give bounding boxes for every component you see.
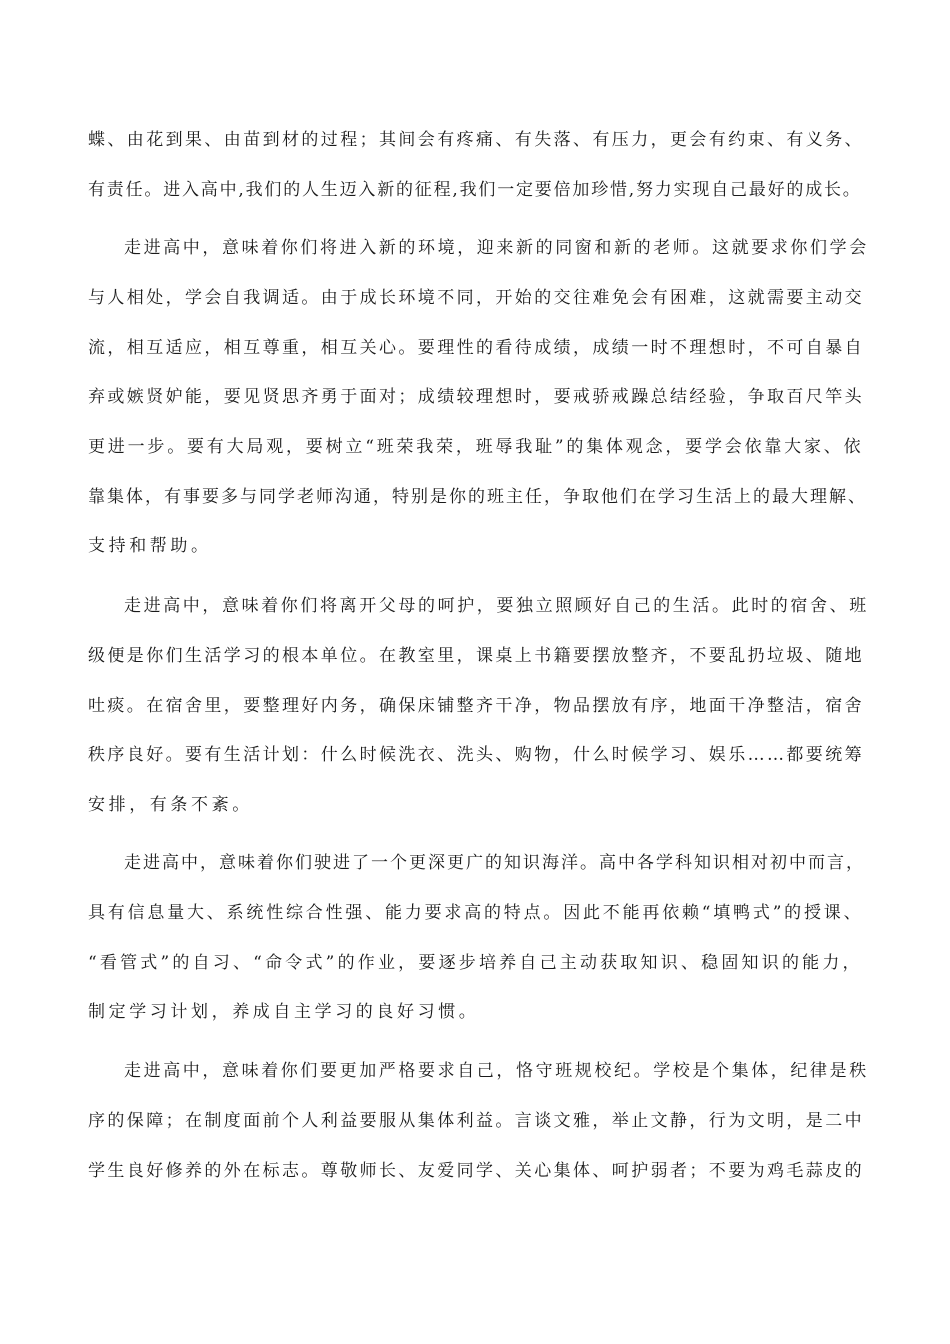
paragraph-line: 蝶、由花到果、由苗到材的过程；其间会有疼痛、有失落、有压力，更会有约束、有义务、 [88, 130, 864, 150]
paragraph-line: 弃或嫉贤妒能，要见贤思齐勇于面对；成绩较理想时，要戒骄戒躁总结经验，争取百尺竿头 [88, 387, 864, 407]
paragraph-line: 与人相处，学会自我调适。由于成长环境不同，开始的交往难免会有困难，这就需要主动交 [88, 288, 864, 308]
paragraph-line: 级便是你们生活学习的根本单位。在教室里，课桌上书籍要摆放整齐，不要乱扔垃圾、随地 [88, 646, 864, 666]
paragraph-line: 有责任。进入高中,我们的人生迈入新的征程,我们一定要倍加珍惜,努力实现自己最好的成长。 [88, 180, 862, 200]
paragraph-line: 走进高中，意味着你们将进入新的环境，迎来新的同窗和新的老师。这就要求你们学会 [124, 238, 869, 258]
paragraph-line: 走进高中，意味着你们要更加严格要求自己，恪守班规校纪。学校是个集体，纪律是秩 [124, 1061, 869, 1081]
paragraph-line: 支持和帮助。 [88, 536, 212, 556]
paragraph-line: 走进高中，意味着你们驶进了一个更深更广的知识海洋。高中各学科知识相对初中而言， [124, 853, 865, 873]
paragraph-line: “看管式”的自习、“命令式”的作业，要逐步培养自己主动获取知识、稳固知识的能力， [88, 953, 863, 973]
paragraph-line: 流，相互适应，相互尊重，相互关心。要理性的看待成绩，成绩一时不理想时，不可自暴自 [88, 338, 864, 358]
paragraph-line: 走进高中，意味着你们将离开父母的呵护，要独立照顾好自己的生活。此时的宿舍、班 [124, 596, 869, 616]
paragraph-line: 更进一步。要有大局观，要树立“班荣我荣，班辱我耻”的集体观念，要学会依靠大家、依 [88, 437, 864, 457]
paragraph-line: 制定学习计划，养成自主学习的良好习惯。 [88, 1002, 480, 1022]
paragraph-line: 学生良好修养的外在标志。尊敬师长、友爱同学、关心集体、呵护弱者；不要为鸡毛蒜皮的 [88, 1161, 864, 1181]
paragraph-line: 具有信息量大、系统性综合性强、能力要求高的特点。因此不能再依赖“填鸭式”的授课、 [88, 903, 864, 923]
paragraph-line: 安排，有条不紊。 [88, 795, 253, 815]
paragraph-line: 序的保障；在制度面前个人利益要服从集体利益。言谈文雅，举止文静，行为文明，是二中 [88, 1111, 864, 1131]
paragraph-line: 靠集体，有事要多与同学老师沟通，特别是你的班主任，争取他们在学习生活上的最大理解、 [88, 487, 867, 507]
paragraph-line: 吐痰。在宿舍里，要整理好内务，确保床铺整齐干净，物品摆放有序，地面干净整洁，宿舍 [88, 696, 864, 716]
paragraph-line: 秩序良好。要有生活计划：什么时候洗衣、洗头、购物，什么时候学习、娱乐……都要统筹 [88, 745, 864, 765]
